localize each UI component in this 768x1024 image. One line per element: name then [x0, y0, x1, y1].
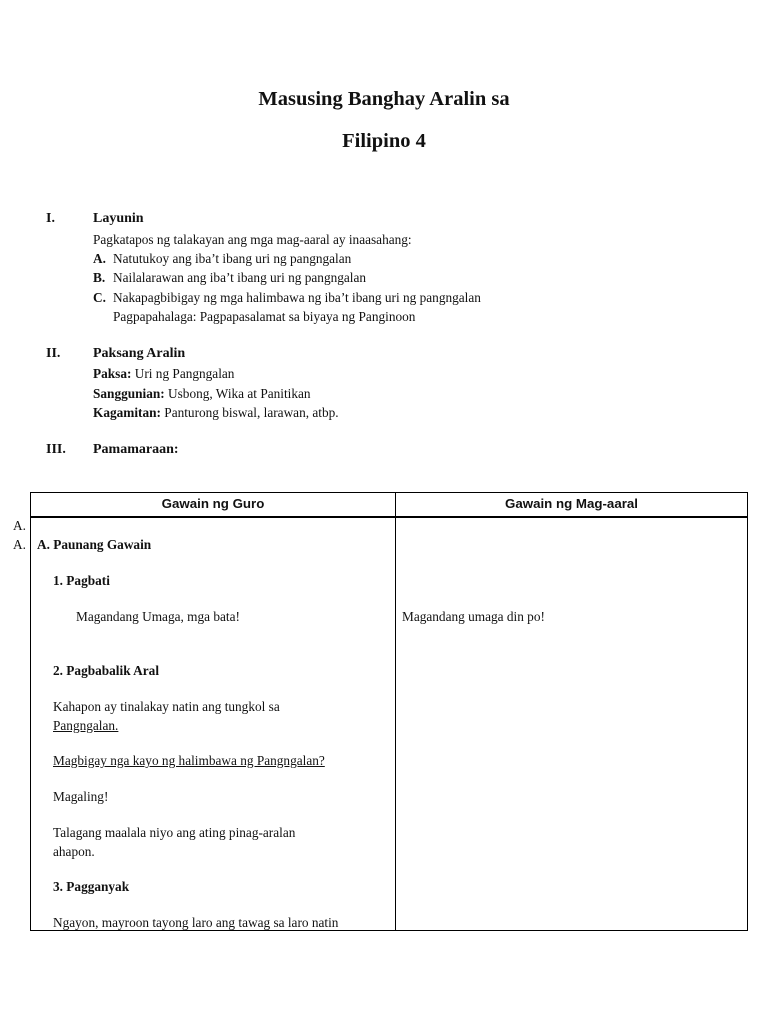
- step-pagbati-title: 1. Pagbati: [53, 573, 110, 588]
- document-title-line-1: Masusing Banghay Aralin sa: [258, 88, 510, 110]
- kagamitan-value: Panturong biswal, larawan, atbp.: [164, 405, 339, 420]
- review-line-2: Pangngalan.: [53, 718, 119, 733]
- table-header-row: [31, 493, 747, 518]
- section-layunin-heading: [46, 211, 144, 227]
- sanggunian-value: Usbong, Wika at Panitikan: [168, 386, 311, 401]
- pagpapahalaga: Pagpapahalaga: Pagpapasalamat sa biyaya ng Panginoon: [113, 309, 416, 324]
- motivation-line-1: Ngayon, mayroon tayong laro ang tawag sa laro natin: [53, 915, 339, 930]
- margin-marker: A.: [13, 518, 26, 533]
- student-greeting: Magandang umaga din po!: [402, 609, 545, 624]
- step-pagbabalik-aral-title: 2. Pagbabalik Aral: [53, 663, 160, 678]
- step-pagganyak-title: 3. Pagganyak: [53, 879, 130, 894]
- lesson-procedure-table: [30, 492, 748, 931]
- column-divider: [395, 493, 396, 930]
- sanggunian-line: [93, 384, 311, 404]
- margin-marker: A.: [13, 537, 26, 552]
- section-number: III.: [46, 442, 66, 457]
- paksa-label: Paksa:: [93, 366, 132, 381]
- paksa-value: Uri ng Pangngalan: [134, 366, 235, 381]
- document-title-line-2: Filipino 4: [342, 130, 426, 152]
- paksa-line: [93, 364, 234, 384]
- paunang-gawain-title: A. Paunang Gawain: [37, 537, 152, 552]
- objective-letter: A.: [93, 251, 106, 266]
- section-title: Layunin: [93, 211, 144, 226]
- review-praise: Magaling!: [53, 789, 109, 804]
- objective-letter: C.: [93, 290, 106, 305]
- objective-text: Natutukoy ang iba’t ibang uri ng pangngalan: [113, 251, 352, 266]
- section-number: I.: [46, 211, 55, 226]
- sanggunian-label: Sanggunian:: [93, 386, 165, 401]
- section-title: Pamamaraan:: [93, 442, 179, 457]
- section-pamamaraan-heading: [46, 442, 179, 458]
- section-title: Paksang Aralin: [93, 346, 186, 361]
- objective-c: [93, 288, 481, 308]
- section-paksang-aralin-heading: [46, 346, 185, 362]
- kagamitan-label: Kagamitan:: [93, 405, 161, 420]
- column-header-teacher: Gawain ng Guro: [161, 496, 265, 511]
- review-line-1: Kahapon ay tinalakay natin ang tungkol sa: [53, 699, 280, 714]
- review-line-4: ahapon.: [53, 844, 95, 859]
- objective-text: Nailalarawan ang iba’t ibang uri ng pangngalan: [113, 270, 367, 285]
- kagamitan-line: [93, 403, 339, 423]
- review-question: Magbigay nga kayo ng halimbawa ng Pangngalan?: [53, 753, 325, 768]
- column-header-student: Gawain ng Mag-aaral: [504, 496, 638, 511]
- objective-letter: B.: [93, 270, 106, 285]
- teacher-greeting: Magandang Umaga, mga bata!: [76, 609, 240, 624]
- review-line-3: Talagang maalala niyo ang ating pinag-aralan: [53, 825, 296, 840]
- objective-a: [93, 249, 351, 269]
- layunin-intro: Pagkatapos ng talakayan ang mga mag-aaral ay inaasahang:: [93, 232, 412, 247]
- section-number: II.: [46, 346, 61, 361]
- objective-b: [93, 268, 366, 288]
- objective-text: Nakapagbibigay ng mga halimbawa ng iba’t ibang uri ng pangngalan: [113, 290, 481, 305]
